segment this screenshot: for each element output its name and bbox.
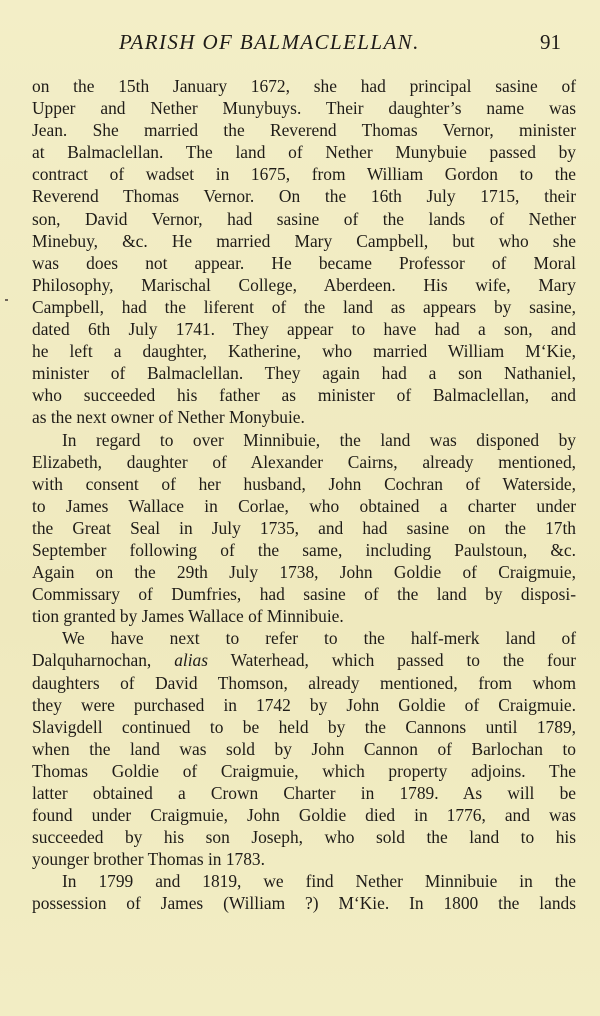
running-header bbox=[0, 30, 600, 60]
text-line: they were purchased in 1742 by John Goldie of Craigmuie. bbox=[32, 694, 576, 715]
text-line: who succeeded his father as minister of Balmaclellan, and bbox=[32, 385, 576, 406]
text-line: possession of James (William ?) M‘Kie. In 1800 the lands bbox=[32, 893, 576, 914]
text-line: latter obtained a Crown Charter in 1789. As will be bbox=[32, 783, 576, 803]
text-line: daughters of David Thomson, already mentioned, from whom bbox=[32, 672, 576, 693]
text-line: Again on the 29th July 1738, John Goldie of Craigmuie, bbox=[32, 562, 576, 583]
text-line: tion granted by James Wallace of Minnibuie. bbox=[32, 606, 344, 627]
text-line: as the next owner of Nether Monybuie. bbox=[32, 407, 305, 428]
text-line: succeeded by his son Joseph, who sold the land to his bbox=[32, 827, 576, 848]
page-number: 91 bbox=[540, 30, 561, 54]
text-line: Philosophy, Marischal College, Aberdeen. His wife, Mary bbox=[32, 274, 576, 295]
margin-mark bbox=[5, 299, 8, 301]
text-line: In regard to over Minnibuie, the land was disponed by bbox=[62, 429, 576, 450]
text-line: We have next to refer to the half-merk land of bbox=[62, 628, 576, 649]
text-line: Elizabeth, daughter of Alexander Cairns, already mentioned, bbox=[32, 451, 576, 472]
text-line: Upper and Nether Munybuys. Their daughter’s name was bbox=[32, 98, 576, 119]
text-line: dated 6th July 1741. They appear to have had a son, and bbox=[32, 319, 576, 340]
text-line: when the land was sold by John Cannon of Barlochan to bbox=[32, 738, 576, 759]
text-line: Reverend Thomas Vernor. On the 16th July 1715, their bbox=[32, 186, 576, 207]
text-line: to James Wallace in Corlae, who obtained a charter under bbox=[32, 495, 576, 516]
text-line: son, David Vernor, had sasine of the lands of Nether bbox=[32, 208, 576, 229]
text-line: found under Craigmuie, John Goldie died in 1776, and was bbox=[32, 805, 576, 826]
text-line: Dalquharnochan, alias Waterhead, which passed to the four bbox=[32, 650, 577, 671]
text-line: September following of the same, including Paulstoun, &c. bbox=[32, 539, 576, 560]
text-line: was does not appear. He became Professor of Moral bbox=[32, 252, 576, 273]
text-line: at Balmaclellan. The land of Nether Munybuie passed by bbox=[32, 142, 576, 163]
text-line: In 1799 and 1819, we find Nether Minnibuie in the bbox=[62, 871, 576, 892]
text-line: Thomas Goldie of Craigmuie, which property adjoins. The bbox=[32, 760, 576, 781]
body-text bbox=[32, 75, 576, 915]
text-line: Jean. She married the Reverend Thomas Vernor, minister bbox=[32, 120, 576, 141]
text-line: the Great Seal in July 1735, and had sasine on the 17th bbox=[32, 517, 576, 538]
text-line: on the 15th January 1672, she had principal sasine of bbox=[32, 76, 576, 96]
text-line: contract of wadset in 1675, from William Gordon to the bbox=[32, 164, 576, 185]
running-title: PARISH OF BALMACLELLAN. bbox=[119, 30, 420, 54]
text-line: Commissary of Dumfries, had sasine of the land by disposi- bbox=[32, 584, 576, 605]
text-line: Slavigdell continued to be held by the Cannons until 1789, bbox=[32, 716, 576, 737]
text-line: minister of Balmaclellan. They again had a son Nathaniel, bbox=[32, 363, 576, 384]
text-line: he left a daughter, Katherine, who married William M‘Kie, bbox=[32, 341, 576, 362]
text-line: with consent of her husband, John Cochran of Waterside, bbox=[32, 473, 576, 494]
text-line: younger brother Thomas in 1783. bbox=[32, 849, 265, 870]
text-line: Campbell, had the liferent of the land as appears by sasine, bbox=[32, 296, 576, 317]
text-line: Minebuy, &c. He married Mary Campbell, but who she bbox=[32, 230, 576, 251]
